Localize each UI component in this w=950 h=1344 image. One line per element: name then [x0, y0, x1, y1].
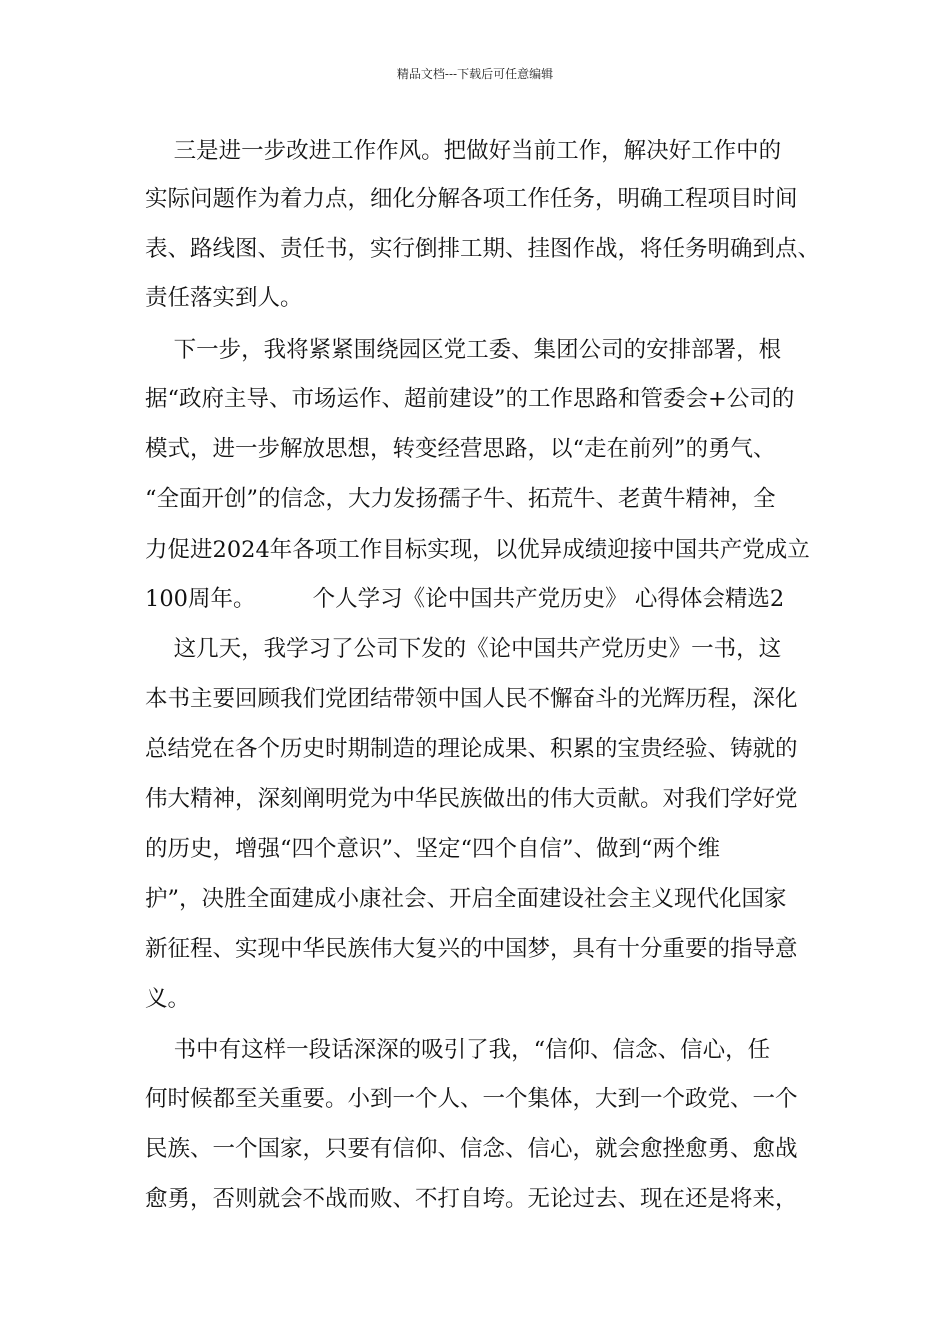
text-line: 表、路线图、责任书，实行倒排工期、挂图作战，将任务明确到点、	[145, 236, 821, 262]
text-line: 的历史，增强“四个意识”、坚定“四个自信”、做到“两个维	[145, 836, 721, 862]
text-line: 护”，决胜全面建成小康社会、开启全面建设社会主义现代化国家	[145, 886, 787, 912]
text-line: 三是进一步改进工作作风。把做好当前工作，解决好工作中的	[145, 138, 782, 164]
text-line: 新征程、实现中华民族伟大复兴的中国梦，具有十分重要的指导意	[145, 936, 798, 962]
text-line: 力促进2024年各项工作目标实现，以优异成绩迎接中国共产党成立	[145, 537, 810, 563]
text-line: 实际问题作为着力点，细化分解各项工作任务，明确工程项目时间	[145, 186, 798, 212]
text-line: 书中有这样一段话深深的吸引了我，“信仰、信念、信心，任	[145, 1037, 771, 1063]
text-line: 伟大精神，深刻阐明党为中华民族做出的伟大贡献。对我们学好党	[145, 786, 798, 812]
text-line: 何时候都至关重要。小到一个人、一个集体，大到一个政党、一个	[145, 1086, 798, 1112]
text-line: 据“政府主导、市场运作、超前建设”的工作思路和管委会+公司的	[145, 386, 795, 412]
text-line: 责任落实到人。	[145, 285, 303, 311]
text-line: “全面开创”的信念，大力发扬孺子牛、拓荒牛、老黄牛精神，全	[145, 486, 776, 512]
text-line: 本书主要回顾我们党团结带领中国人民不懈奋斗的光辉历程，深化	[145, 686, 798, 712]
text-line: 这几天，我学习了公司下发的《论中国共产党历史》一书，这	[145, 636, 782, 662]
text-line: 模式，进一步解放思想，转变经营思路，以“走在前列”的勇气、	[145, 436, 776, 462]
page-header: 精品文档---下载后可任意编辑	[396, 67, 554, 81]
text-line: 民族、一个国家，只要有信仰、信念、信心，就会愈挫愈勇、愈战	[145, 1136, 798, 1162]
text-line: 义。	[145, 986, 191, 1012]
text-line: 愈勇，否则就会不战而败、不打自垮。无论过去、现在还是将来，	[145, 1186, 798, 1212]
text-line: 下一步，我将紧紧围绕园区党工委、集团公司的安排部署，根	[145, 337, 782, 363]
text-line: 100周年。 个人学习《论中国共产党历史》 心得体会精选2	[145, 586, 785, 612]
text-line: 总结党在各个历史时期制造的理论成果、积累的宝贵经验、铸就的	[145, 736, 798, 762]
